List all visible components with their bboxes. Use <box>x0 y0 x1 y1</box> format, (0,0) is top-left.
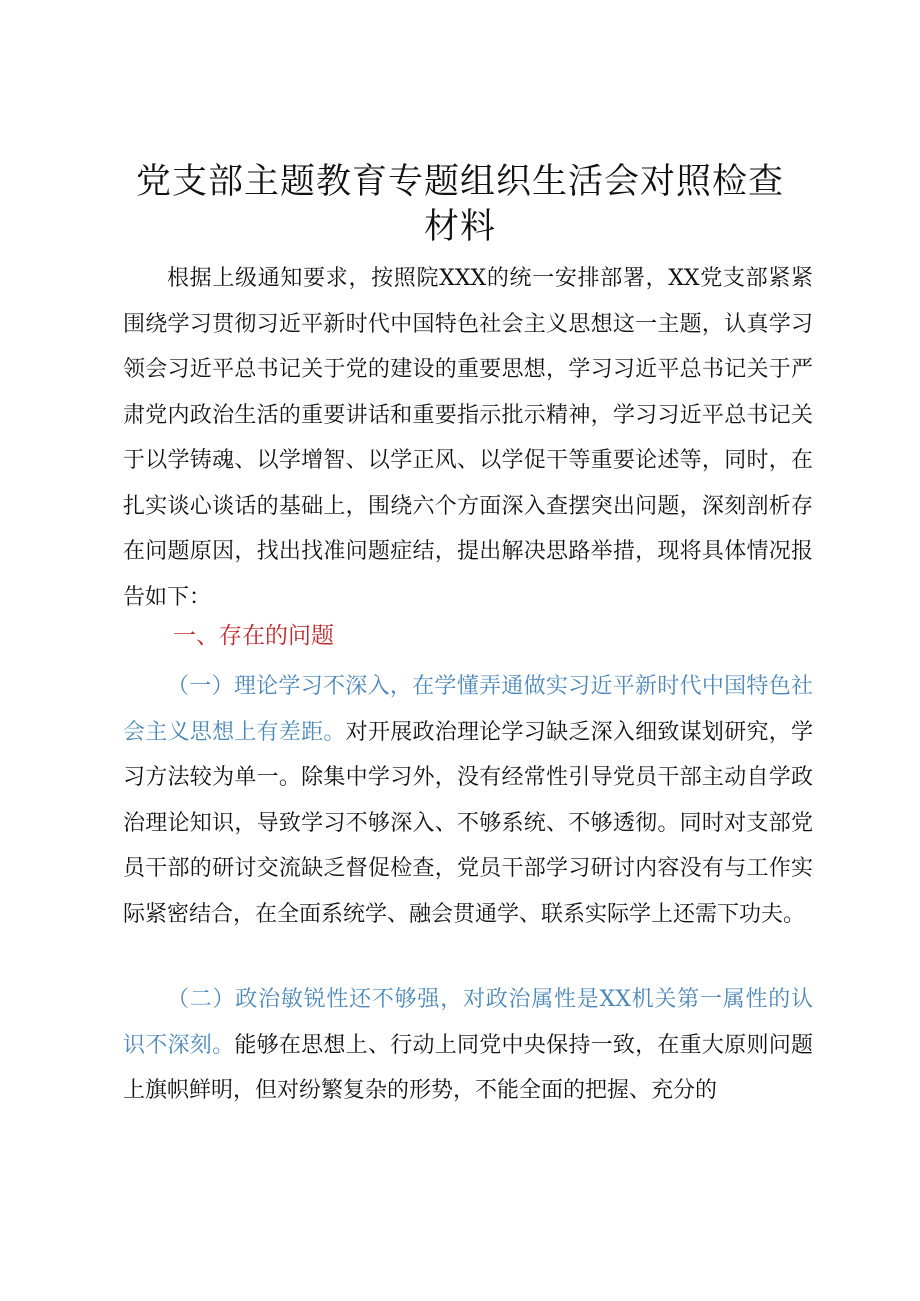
problem-item-1 <box>123 664 813 937</box>
problem-item-2-heading: （二）政治敏锐性还不够强，对政治属性是XX机关第一属性的认识不深刻。 <box>123 987 813 1058</box>
problem-item-1-body: 对开展政治理论学习缺乏深入细致谋划研究，学习方法较为单一。除集中学习外，没有经常性引导党员干部主动自学政治理论知识，导致学习不够深入、不够系统、不够透彻。同时对支部党员干部的研讨交流缺乏督促检查，党员干部学习研讨内容没有与工作实际紧密结合，在全面系统学、融会贯通学、联系实际学上还需下功夫。 <box>123 719 813 927</box>
intro-paragraph: 根据上级通知要求，按照院XXX的统一安排部署，XX党支部紧紧围绕学习贯彻习近平新时代中国特色社会主义思想这一主题，认真学习领会习近平总书记关于党的建设的重要思想，学习习近平总书记关于严肃党内政治生活的重要讲话和重要指示批示精神，学习习近平总书记关于以学铸魂、以学增智、以学正风、以学促干等重要论述等，同时，在扎实谈心谈话的基础上，围绕六个方面深入查摆突出问题，深刻剖析存在问题原因，找出找准问题症结，提出解决思路举措，现将具体情况报告如下： <box>123 266 813 610</box>
section-heading-problems: 一、存在的问题 <box>173 623 334 649</box>
problem-item-2 <box>123 977 813 1114</box>
problem-item-2-body: 能够在思想上、行动上同党中央保持一致，在重大原则问题上旗帜鲜明，但对纷繁复杂的形势，不能全面的把握、充分的 <box>123 1032 813 1103</box>
document-title: 党支部主题教育专题组织生活会对照检查材料 <box>135 162 784 247</box>
problem-item-1-heading: （一）理论学习不深入，在学懂弄通做实习近平新时代中国特色社会主义思想上有差距。 <box>123 674 813 745</box>
